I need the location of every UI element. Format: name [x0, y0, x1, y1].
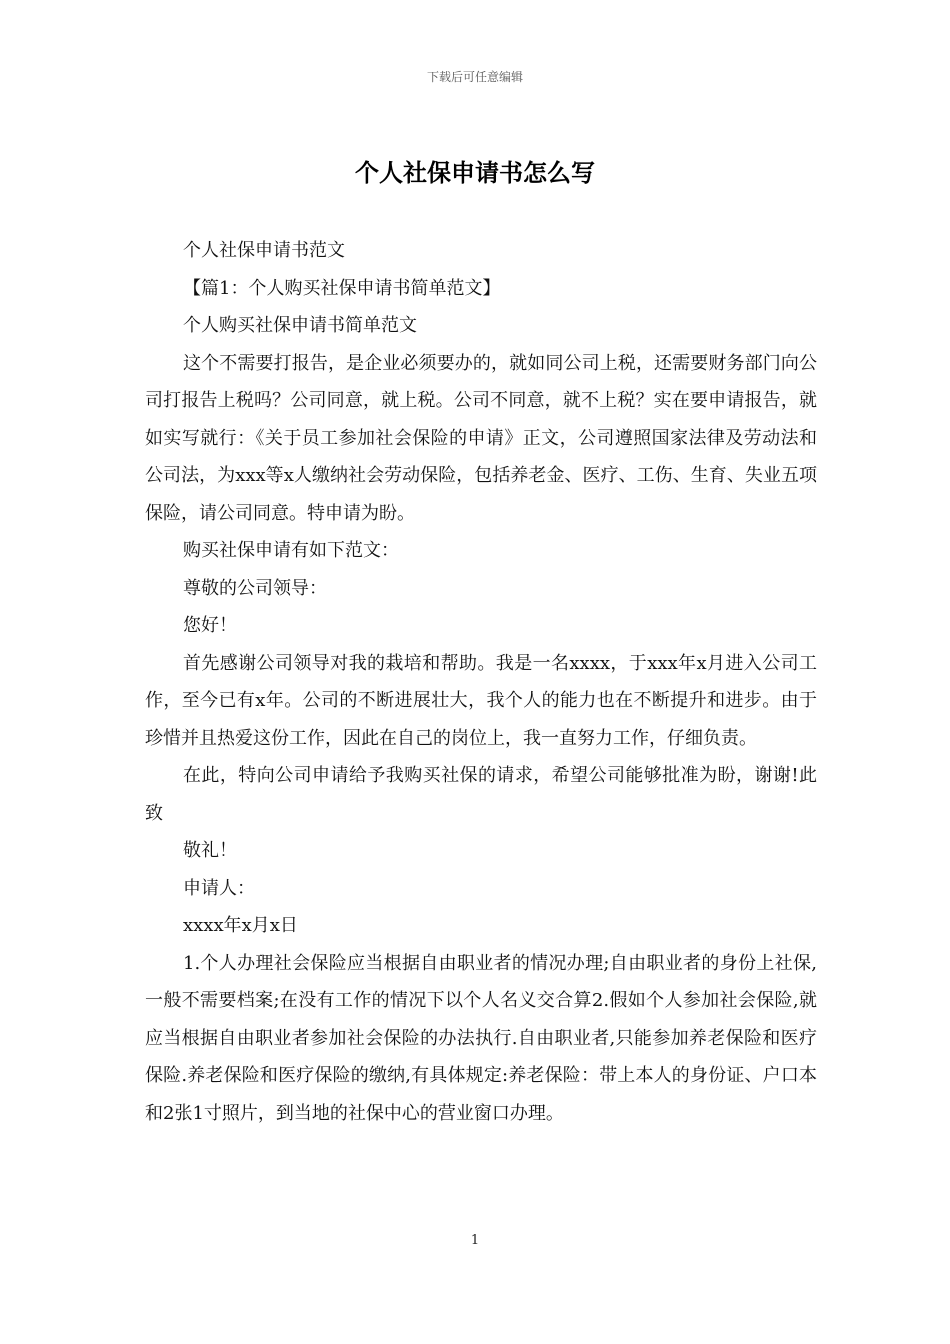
- paragraph: 【篇1：个人购买社保申请书简单范文】: [183, 277, 501, 299]
- paragraph: 个人购买社保申请书简单范文: [183, 315, 417, 336]
- paragraph: 1.个人办理社会保险应当根据自由职业者的情况办理;自由职业者的身份上社保,一般不需要档案;在没有工作的情况下以个人名义交合算2.假如个人参加社会保险,就应当根据自由职业者参加社会保险的办法执行.自由职业者,只能参加养老保险和医疗保险.养老保险和医疗保险的缴纳,有具体规定:养老保险：带上本人的身份证、户口本和2张1寸照片，到当地的社保中心的营业窗口办理。: [145, 952, 817, 1124]
- header-note: 下载后可任意编辑: [426, 70, 523, 84]
- paragraph: 尊敬的公司领导：: [183, 577, 327, 599]
- paragraph: 首先感谢公司领导对我的栽培和帮助。我是一名xxxx，于xxx年x月进入公司工作，至今已有x年。公司的不断进展壮大，我个人的能力也在不断提升和进步。由于珍惜并且热爱这份工作，因此在自己的岗位上，我一直努力工作，仔细负责。: [145, 652, 817, 749]
- paragraph: 在此，特向公司申请给予我购买社保的请求，希望公司能够批准为盼，谢谢!此致: [145, 765, 817, 824]
- paragraph: 购买社保申请有如下范文：: [183, 540, 399, 561]
- paragraph: 敬礼！: [183, 840, 237, 861]
- document-title: 个人社保申请书怎么写: [355, 158, 595, 187]
- paragraph: 这个不需要打报告，是企业必须要办的，就如同公司上税，还需要财务部门向公司打报告上税吗？公司同意，就上税。公司不同意，就不上税？实在要申请报告，就如实写就行：《关于员工参加社会保险的申请》正文，公司遵照国家法律及劳动法和公司法，为xxx等x人缴纳社会劳动保险，包括养老金、医疗、工伤、生育、失业五项保险，请公司同意。特申请为盼。: [145, 352, 817, 524]
- paragraph: xxxx年x月x日: [183, 915, 298, 936]
- paragraph: 您好！: [183, 615, 237, 636]
- page-number: 1: [470, 1233, 480, 1248]
- document-body: [145, 232, 817, 1132]
- paragraph: 个人社保申请书范文: [183, 240, 345, 261]
- paragraph: 申请人：: [183, 877, 255, 899]
